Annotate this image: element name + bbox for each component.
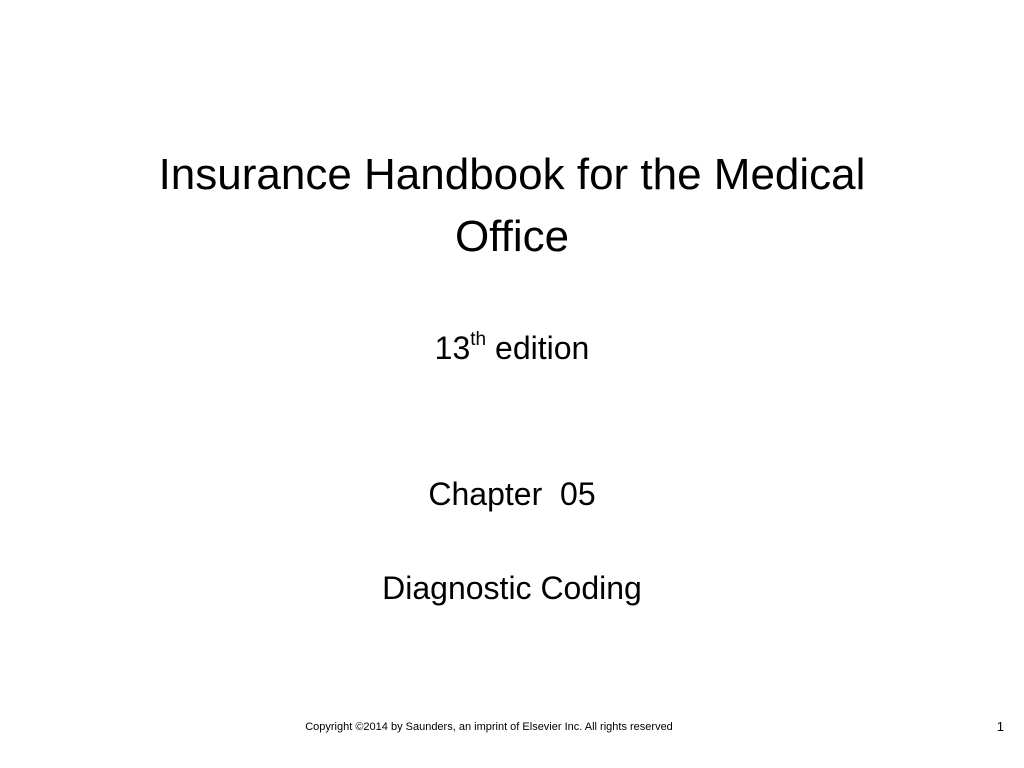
title-line-1: Insurance Handbook for the Medical bbox=[158, 150, 866, 199]
title-line-2: Office bbox=[454, 212, 570, 261]
edition-word: edition bbox=[486, 330, 590, 366]
slide-title bbox=[60, 144, 964, 268]
chapter-subject: Diagnostic Coding bbox=[382, 570, 642, 606]
edition-ordinal-suffix: th bbox=[470, 329, 487, 350]
edition-number: 13 bbox=[434, 330, 471, 366]
chapter-label: Chapter 05 bbox=[428, 476, 596, 512]
copyright-footer: Copyright ©2014 by Saunders, an imprint of Elsevier Inc. All rights reserved bbox=[305, 721, 673, 733]
slide-number: 1 bbox=[996, 719, 1004, 734]
edition-label bbox=[0, 328, 1024, 368]
